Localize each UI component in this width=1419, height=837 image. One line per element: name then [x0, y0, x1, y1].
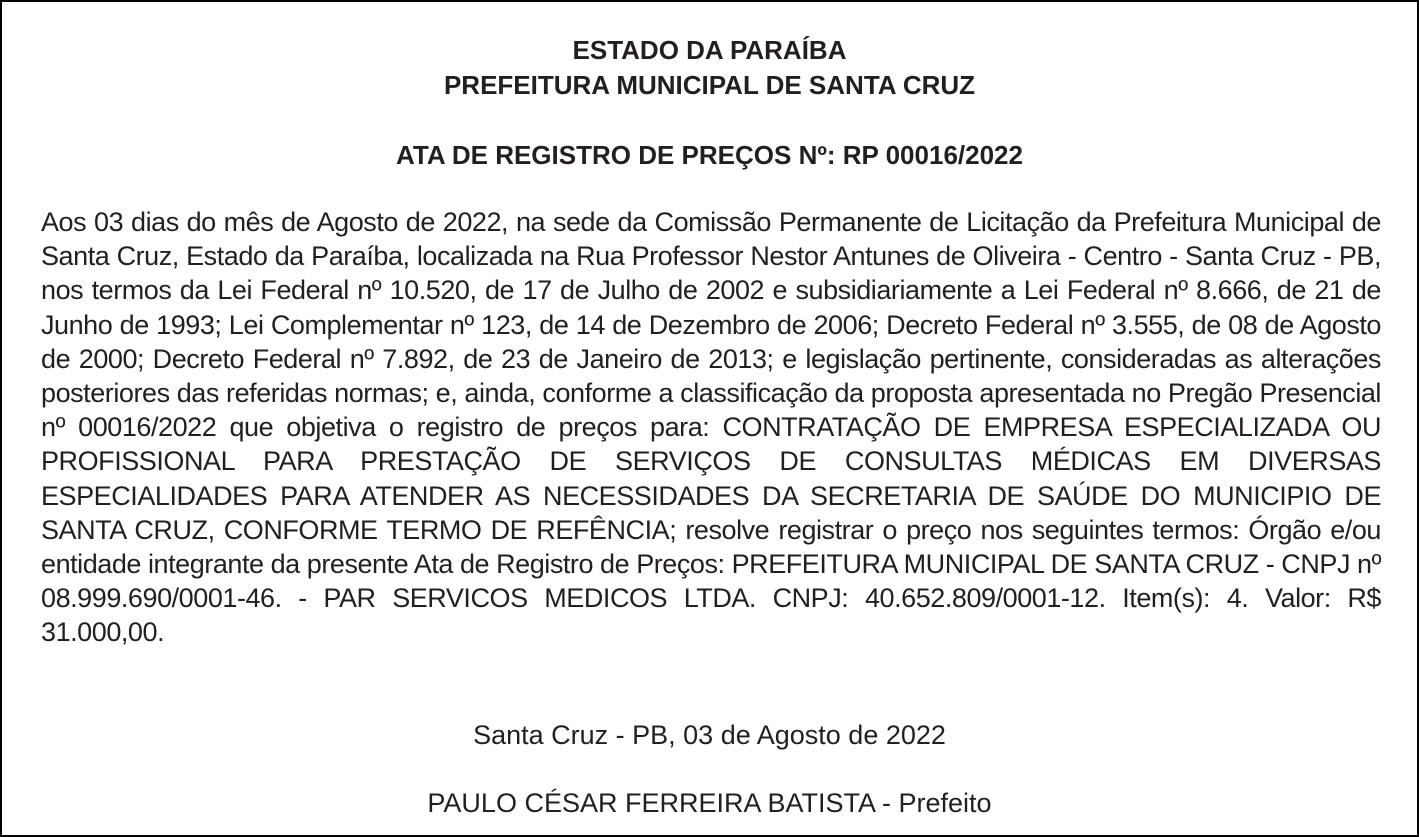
- state-heading: ESTADO DA PARAÍBA: [572, 35, 847, 65]
- signatory: PAULO CÉSAR FERREIRA BATISTA - Prefeito: [427, 788, 992, 818]
- document-title: ATA DE REGISTRO DE PREÇOS Nº: RP 00016/2022: [396, 140, 1023, 170]
- body-paragraph: Aos 03 dias do mês de Agosto de 2022, na sede da Comissão Permanente de Licitação da Prefeitura Municipal de Santa Cruz, Estado da Paraíba, localizada na Rua Professor Nestor Antunes de Oliveira - Centro - Santa Cruz - PB, nos termos da Lei Federal nº 10.520, de 17 de Julho de 2002 e subsidiariamente a Lei Federal nº 8.666, de 21 de Junho de 1993; Lei Complementar nº 123, de 14 de Dezembro de 2006; Decreto Federal nº 3.555, de 08 de Agosto de 2000; Decreto Federal nº 7.892, de 23 de Janeiro de 2013; e legislação pertinente, consideradas as alterações posteriores das referidas normas; e, ainda, conforme a classificação da proposta apresentada no Pregão Presencial nº 00016/2022 que objetiva o registro de preços para: CONTRATAÇÃO DE EMPRESA ESPECIALIZADA OU PROFISSIONAL PARA PRESTAÇÃO DE SERVIÇOS DE CONSULTAS MÉDICAS EM DIVERSAS ESPECIALIDADES PARA ATENDER AS NECESSIDADES DA SECRETARIA DE SAÚDE DO MUNICIPIO DE SANTA CRUZ, CONFORME TERMO DE REFÊNCIA; resolve registrar o preço nos seguintes termos: Órgão e/ou entidade integrante da presente Ata de Registro de Preços: PREFEITURA MUNICIPAL DE SANTA CRUZ - CNPJ nº 08.999.690/0001-46. - PAR SERVICOS MEDICOS LTDA. CNPJ: 40.652.809/0001-12. Item(s): 4. Valor: R$ 31.000,00.: [41, 207, 1381, 648]
- place-date: Santa Cruz - PB, 03 de Agosto de 2022: [473, 720, 946, 750]
- municipality-heading: PREFEITURA MUNICIPAL DE SANTA CRUZ: [443, 70, 976, 100]
